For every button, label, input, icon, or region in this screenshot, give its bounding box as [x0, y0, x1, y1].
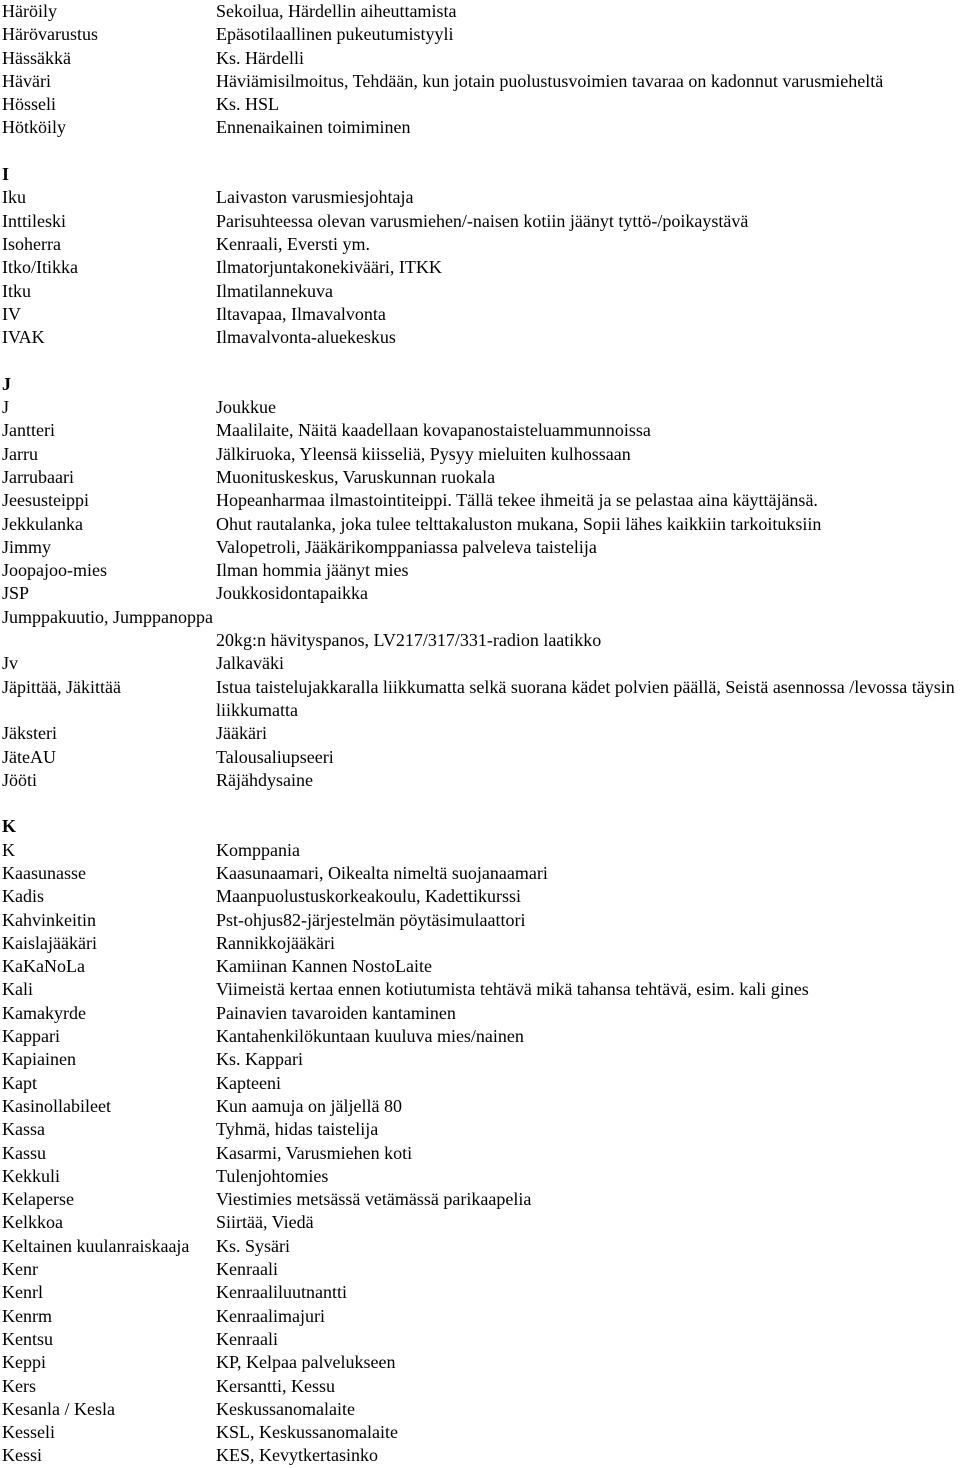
entry-term: Kaislajääkäri: [2, 932, 97, 953]
entry-definition: Ks. Sysäri: [216, 1235, 291, 1256]
entry-term: K: [2, 839, 15, 860]
glossary-section-j: [2, 349, 960, 792]
entry-definition: Rannikkojääkäri: [216, 932, 335, 953]
glossary-entry: [2, 23, 960, 46]
glossary-entry: [2, 536, 960, 559]
glossary-entry: [2, 210, 960, 233]
entry-term: Kappari: [2, 1026, 60, 1047]
glossary-entry: [2, 280, 960, 303]
glossary-entry: [2, 1048, 960, 1071]
entry-term: JSP: [2, 583, 30, 604]
entry-term: Kali: [2, 979, 33, 1000]
glossary-document: [2, 0, 960, 1468]
glossary-entry: [2, 909, 960, 932]
entry-term: Häväri: [2, 70, 51, 91]
entry-definition: Tulenjohtomies: [216, 1165, 329, 1186]
entry-definition: Ilmatorjuntakonekivääri, ITKK: [216, 257, 442, 278]
entry-term: Härövarustus: [2, 24, 98, 45]
glossary-entry: [2, 722, 960, 745]
entry-definition: Kenraaliluutnantti: [216, 1282, 347, 1303]
entry-definition: Talousaliupseeri: [216, 746, 334, 767]
entry-definition: Kenraali: [216, 1259, 278, 1280]
glossary-entry: [2, 1351, 960, 1374]
glossary-entry: [2, 1165, 960, 1188]
entry-term: Keppi: [2, 1352, 46, 1373]
entry-definition: Häviämisilmoitus, Tehdään, kun jotain puolustusvoimien tavaraa on kadonnut varusmieheltä: [216, 70, 884, 91]
entry-definition: Parisuhteessa olevan varusmiehen/-naisen kotiin jäänyt tyttö-/poikaystävä: [216, 210, 749, 231]
entry-term: Kapiainen: [2, 1049, 76, 1070]
glossary-entry: [2, 652, 960, 675]
entry-term: IVAK: [2, 327, 45, 348]
entry-definition: Kantahenkilökuntaan kuuluva mies/nainen: [216, 1026, 524, 1047]
entry-definition: Laivaston varusmiesjohtaja: [216, 187, 414, 208]
glossary-entry: [2, 70, 960, 93]
entry-definition: 20kg:n hävityspanos, LV217/317/331-radion laatikko: [216, 630, 602, 651]
entry-definition: Kenraalimajuri: [216, 1305, 325, 1326]
entry-term: Kentsu: [2, 1328, 53, 1349]
glossary-entry: [2, 1398, 960, 1421]
glossary-entry: [2, 326, 960, 349]
glossary-entry: [2, 419, 960, 442]
entry-term: Kenrl: [2, 1282, 43, 1303]
glossary-entry: [2, 1188, 960, 1211]
glossary-entry: [2, 489, 960, 512]
glossary-entry: [2, 839, 960, 862]
entry-term: Häröily: [2, 1, 57, 21]
entry-definition: Sekoilua, Härdellin aiheuttamista: [216, 1, 457, 21]
entry-term: Jantteri: [2, 420, 55, 441]
entry-term: Jekkulanka: [2, 513, 83, 534]
glossary-entry: [2, 1375, 960, 1398]
glossary-entry: [2, 955, 960, 978]
glossary-entry: [2, 513, 960, 536]
glossary-entry: [2, 1095, 960, 1118]
entry-term: Kahvinkeitin: [2, 909, 96, 930]
glossary-entry: [2, 1305, 960, 1328]
section-letter-heading: K: [2, 816, 17, 837]
entry-definition: Kun aamuja on jäljellä 80: [216, 1095, 402, 1116]
entry-definition: Kenraali, Eversti ym.: [216, 233, 370, 254]
section-spacer: [2, 140, 960, 163]
entry-term: Jeesusteippi: [2, 490, 89, 511]
section-spacer: [2, 349, 960, 372]
entry-term: Kasinollabileet: [2, 1095, 111, 1116]
entry-definition: Ks. HSL: [216, 94, 280, 115]
glossary-entry: [2, 1421, 960, 1444]
entry-term: Jarru: [2, 443, 38, 464]
glossary-entry: [2, 256, 960, 279]
glossary-entry: [2, 769, 960, 792]
entry-definition: Iltavapaa, Ilmavalvonta: [216, 303, 386, 324]
entry-term: Jimmy: [2, 536, 52, 557]
entry-definition: Kasarmi, Varusmiehen koti: [216, 1142, 413, 1163]
glossary-entry: [2, 1072, 960, 1095]
glossary-entry: [2, 1211, 960, 1234]
entry-definition: Ohut rautalanka, joka tulee telttakaluston mukana, Sopii lähes kaikkiin tarkoituksiin: [216, 513, 822, 534]
entry-definition: Joukkue: [216, 397, 276, 418]
section-letter-heading: J: [2, 373, 11, 394]
entry-definition: Kersantti, Kessu: [216, 1375, 335, 1396]
entry-definition: Keskussanomalaite: [216, 1398, 355, 1419]
glossary-entry: [2, 932, 960, 955]
glossary-entry: [2, 885, 960, 908]
glossary-entry: [2, 303, 960, 326]
entry-term: Hösseli: [2, 94, 56, 115]
entry-definition: KSL, Keskussanomalaite: [216, 1422, 398, 1443]
entry-definition: Jalkaväki: [216, 653, 284, 674]
entry-definition: Kamiinan Kannen NostoLaite: [216, 956, 432, 977]
glossary-entry: [2, 1025, 960, 1048]
entry-definition: Epäsotilaallinen pukeutumistyyli: [216, 24, 454, 45]
entry-definition: Viestimies metsässä vetämässä parikaapelia: [216, 1189, 532, 1210]
entry-term: Kassa: [2, 1119, 45, 1140]
entry-definition: Jälkiruoka, Yleensä kiisseliä, Pysyy mieluiten kulhossaan: [216, 443, 631, 464]
entry-definition: Valopetroli, Jääkärikomppaniassa palveleva taistelija: [216, 536, 597, 557]
entry-definition: Ilmatilannekuva: [216, 280, 333, 301]
entry-definition: Ks. Härdelli: [216, 47, 304, 68]
entry-term: Keltainen kuulanraiskaaja: [2, 1235, 190, 1256]
entry-term: Kapt: [2, 1072, 37, 1093]
glossary-entry: [2, 466, 960, 489]
entry-definition: Kaasunaamari, Oikealta nimeltä suojanaamari: [216, 862, 548, 883]
entry-definition: Joukkosidontapaikka: [216, 583, 368, 604]
entry-definition: Hopeanharmaa ilmastointiteippi. Tällä tekee ihmeitä ja se pelastaa aina käyttäjänsä.: [216, 490, 818, 511]
entry-definition: Kapteeni: [216, 1072, 281, 1093]
entry-definition: Kenraali: [216, 1328, 278, 1349]
entry-term: Kessi: [2, 1445, 42, 1466]
entry-term: Inttileski: [2, 210, 66, 231]
entry-definition: Räjähdysaine: [216, 769, 313, 790]
entry-definition: Maalilaite, Näitä kaadellaan kovapanostaisteluammunnoissa: [216, 420, 651, 441]
entry-term: Hötköily: [2, 117, 67, 138]
entry-term: Kers: [2, 1375, 36, 1396]
entry-term: Jäksteri: [2, 723, 57, 744]
glossary-entry: [2, 1118, 960, 1141]
glossary-entry: [2, 978, 960, 1001]
glossary-entry: [2, 396, 960, 419]
entry-definition: Maanpuolustuskorkeakoulu, Kadettikurssi: [216, 886, 521, 907]
entry-term: Itku: [2, 280, 31, 301]
entry-term: JäteAU: [2, 746, 56, 767]
glossary-entry: [2, 1281, 960, 1304]
entry-term: Isoherra: [2, 233, 61, 254]
entry-term: Kesseli: [2, 1422, 55, 1443]
glossary-entry: [2, 676, 960, 723]
glossary-entry: [2, 233, 960, 256]
entry-term: Kekkuli: [2, 1165, 60, 1186]
glossary-entry: [2, 606, 960, 653]
section-letter-heading: I: [2, 164, 10, 185]
glossary-section-h: [2, 0, 960, 140]
entry-definition: Ilman hommia jäänyt mies: [216, 560, 409, 581]
glossary-entry: [2, 1142, 960, 1165]
entry-term: Kassu: [2, 1142, 46, 1163]
entry-definition: Ilmavalvonta-aluekeskus: [216, 327, 396, 348]
glossary-entry: [2, 116, 960, 139]
glossary-section-i: [2, 140, 960, 350]
entry-term: J: [2, 397, 10, 418]
entry-term: Kelaperse: [2, 1189, 74, 1210]
entry-term: Kenr: [2, 1259, 38, 1280]
glossary-entry: [2, 93, 960, 116]
entry-definition: Pst-ohjus82-järjestelmän pöytäsimulaattori: [216, 909, 526, 930]
glossary-entry: [2, 559, 960, 582]
entry-term: Jarrubaari: [2, 466, 74, 487]
section-spacer: [2, 792, 960, 815]
entry-definition: Komppania: [216, 839, 300, 860]
entry-term: Kenrm: [2, 1305, 52, 1326]
glossary-entry: [2, 862, 960, 885]
glossary-entry: [2, 443, 960, 466]
entry-term: Joopajoo-mies: [2, 560, 107, 581]
entry-term: Kelkkoa: [2, 1212, 63, 1233]
glossary-entry: [2, 1002, 960, 1025]
entry-term: Iku: [2, 187, 26, 208]
glossary-entry: [2, 1235, 960, 1258]
entry-term: Kesanla / Kesla: [2, 1398, 115, 1419]
entry-term: Jumppakuutio, Jumppanoppa: [2, 606, 213, 627]
entry-term: Hässäkkä: [2, 47, 71, 68]
entry-definition: Siirtää, Viedä: [216, 1212, 314, 1233]
glossary-entry: [2, 47, 960, 70]
entry-term: Kamakyrde: [2, 1002, 86, 1023]
entry-term: Jäpittää, Jäkittää: [2, 676, 121, 697]
entry-term: Jv: [2, 653, 19, 674]
glossary-section-k: [2, 792, 960, 1468]
glossary-entry: [2, 582, 960, 605]
entry-definition: Jääkäri: [216, 723, 267, 744]
entry-term: Kadis: [2, 886, 44, 907]
glossary-entry: [2, 1258, 960, 1281]
glossary-entry: [2, 1328, 960, 1351]
entry-definition: Muonituskeskus, Varuskunnan ruokala: [216, 466, 496, 487]
glossary-entry: [2, 0, 960, 23]
entry-definition: Ennenaikainen toimiminen: [216, 117, 411, 138]
entry-term: Jööti: [2, 769, 38, 790]
entry-term: IV: [2, 303, 21, 324]
entry-definition: Istua taistelujakkaralla liikkumatta selkä suorana kädet polvien päällä, Seistä asennossa /levossa täysin liikkumatta: [216, 676, 955, 720]
entry-definition: Viimeistä kertaa ennen kotiutumista tehtävä mikä tahansa tehtävä, esim. kali gines: [216, 979, 809, 1000]
glossary-entry: [2, 746, 960, 769]
entry-term: KaKaNoLa: [2, 956, 85, 977]
entry-definition: Tyhmä, hidas taistelija: [216, 1119, 379, 1140]
glossary-entry: [2, 186, 960, 209]
entry-term: Itko/Itikka: [2, 257, 78, 278]
entry-definition: Painavien tavaroiden kantaminen: [216, 1002, 456, 1023]
entry-definition: KP, Kelpaa palvelukseen: [216, 1352, 396, 1373]
entry-term: Kaasunasse: [2, 862, 86, 883]
entry-definition: Ks. Kappari: [216, 1049, 303, 1070]
glossary-entry: [2, 1444, 960, 1467]
entry-definition: KES, Kevytkertasinko: [216, 1445, 378, 1466]
